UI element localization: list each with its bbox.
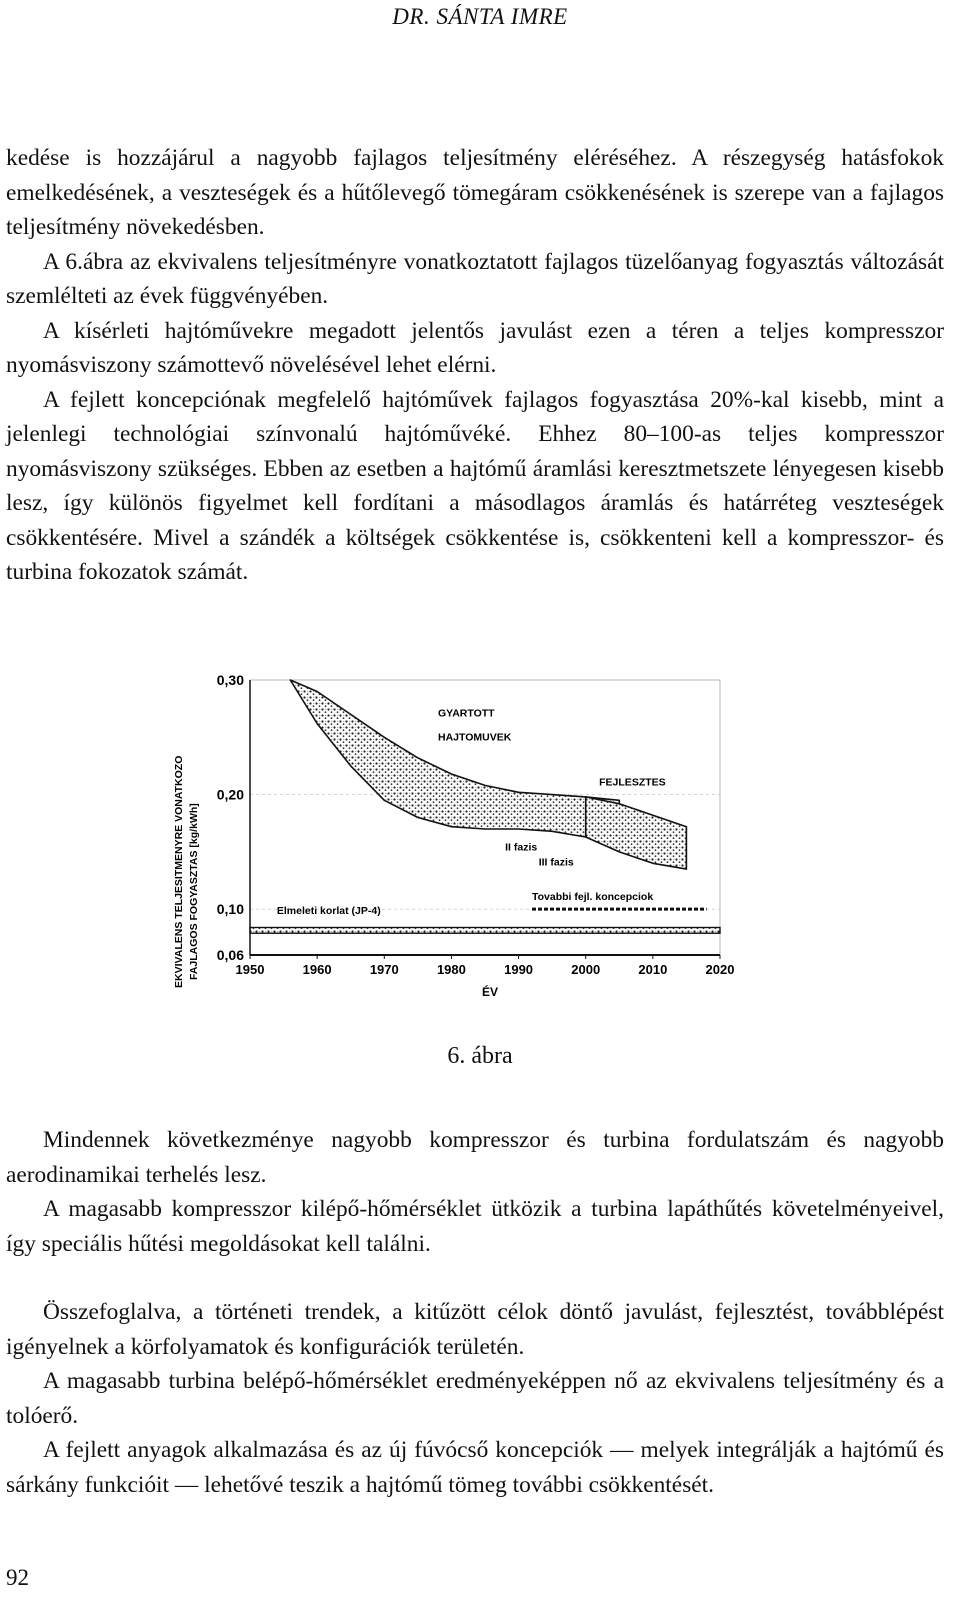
annotation-label: Elmeleti korlat (JP-4): [276, 904, 381, 917]
x-tick-label: 1950: [235, 962, 265, 977]
paragraph: A kísérleti hajtóművekre megadott jelentős javulást ezen a téren a teljes kompresszor nyomásviszony számottevő növelésével lehet elérni.: [6, 317, 944, 378]
y-tick-labels: [217, 672, 244, 963]
annotation-label: GYARTOTT: [438, 707, 495, 720]
y-axis-label-line1: EKVIVALENS TELJESITMENYRE VONATKOZO: [173, 755, 185, 988]
annotation-label: Tovabbi fejl. koncepciok: [532, 891, 654, 903]
x-tick-label: 1970: [369, 962, 399, 977]
x-tick-label: 2010: [638, 962, 668, 977]
paragraph: A magasabb turbina belépő-hőmérséklet eredményeképpen nő az ekvivalens teljesítmény és a tolóerő.: [6, 1368, 944, 1429]
fuel-consumption-chart: [165, 660, 765, 1010]
theoretical-limit-band-mark: [250, 928, 720, 934]
x-tick-label: 1960: [302, 962, 332, 977]
running-header: DR. SÁNTA IMRE: [392, 4, 568, 29]
x-axis-label: ÉV: [481, 985, 499, 999]
y-tick-label: 0,10: [216, 901, 244, 918]
paragraph: Összefoglalva, a történeti trendek, a kitűzött célok döntő javulást, fejlesztést, továbblépést igényelnek a körfolyamatok és konfigurációk területén.: [6, 1299, 944, 1360]
x-tick-labels: [236, 955, 735, 977]
text-block-bottom: [6, 1295, 944, 1502]
annotation-label: II fazis: [505, 841, 538, 854]
paragraph: A 6.ábra az ekvivalens teljesítményre vonatkoztatott fajlagos tüzelőanyag fogyasztás változását szemlélteti az évek függvényében.: [6, 248, 944, 309]
paragraph: A fejlett anyagok alkalmazása és az új fúvócső koncepciók — melyek integrálják a hajtómű és sárkány funkcióit — lehetővé teszik a hajtómű tömeg további csökkentését.: [6, 1437, 944, 1498]
paragraph: A magasabb kompresszor kilépő-hőmérséklet ütközik a turbina lapáthűtés követelményeivel, így speciális hűtési megoldásokat kell találni.: [6, 1196, 944, 1257]
y-tick-label: 0,06: [216, 947, 244, 963]
annotation-label: III fazis: [538, 856, 574, 869]
text-block-top: [6, 141, 944, 590]
annotation-label: HAJTOMUVEK: [438, 731, 512, 744]
figure-caption: 6. ábra: [447, 1043, 513, 1069]
paragraph: A fejlett koncepciónak megfelelő hajtóművek fajlagos fogyasztása 20%-kal kisebb, mint a jelenlegi technológiai színvonalú hajtóművéké. Ehhez 80–100-as teljes kompresszor nyomásviszony szükséges. Ebben az esetben a hajtómű áramlási keresztmetszete lényegesen kisebb lesz, így különös figyelmet kell fordítani a másodlagos áramlás és határréteg veszteségek csökkentésére. Mivel a szándék a költségek csökkentése is, csökkenteni kell a kompresszor- és turbina fokozatok számát.: [6, 386, 944, 585]
figure-6: [165, 660, 765, 1010]
theoretical-limit-band: [250, 928, 720, 934]
annotation-label: FEJLESZTES: [599, 776, 666, 789]
x-tick-label: 2000: [571, 962, 601, 977]
y-axis-label-line2: FAJLAGOS FOGYASZTAS [kg/kWh]: [188, 803, 200, 980]
text-block-middle: [6, 1123, 944, 1261]
y-tick-label: 0,20: [216, 786, 244, 803]
paragraph: kedése is hozzájárul a nagyobb fajlagos teljesítmény eléréséhez. A részegység hatásfokok emelkedésének, a veszteségek és a hűtőlevegő tömegáram csökkenésének is szerepe van a fajlagos teljesítmény növekedésben.: [6, 145, 944, 240]
y-tick-label: 0,30: [216, 672, 244, 688]
paragraph: Mindennek következménye nagyobb kompresszor és turbina fordulatszám és nagyobb aerodinamikai terhelés lesz.: [6, 1127, 944, 1188]
page-number: 92: [6, 1565, 29, 1590]
x-tick-label: 1980: [436, 962, 466, 977]
x-tick-label: 1990: [504, 962, 534, 977]
x-tick-label: 2020: [705, 962, 735, 977]
